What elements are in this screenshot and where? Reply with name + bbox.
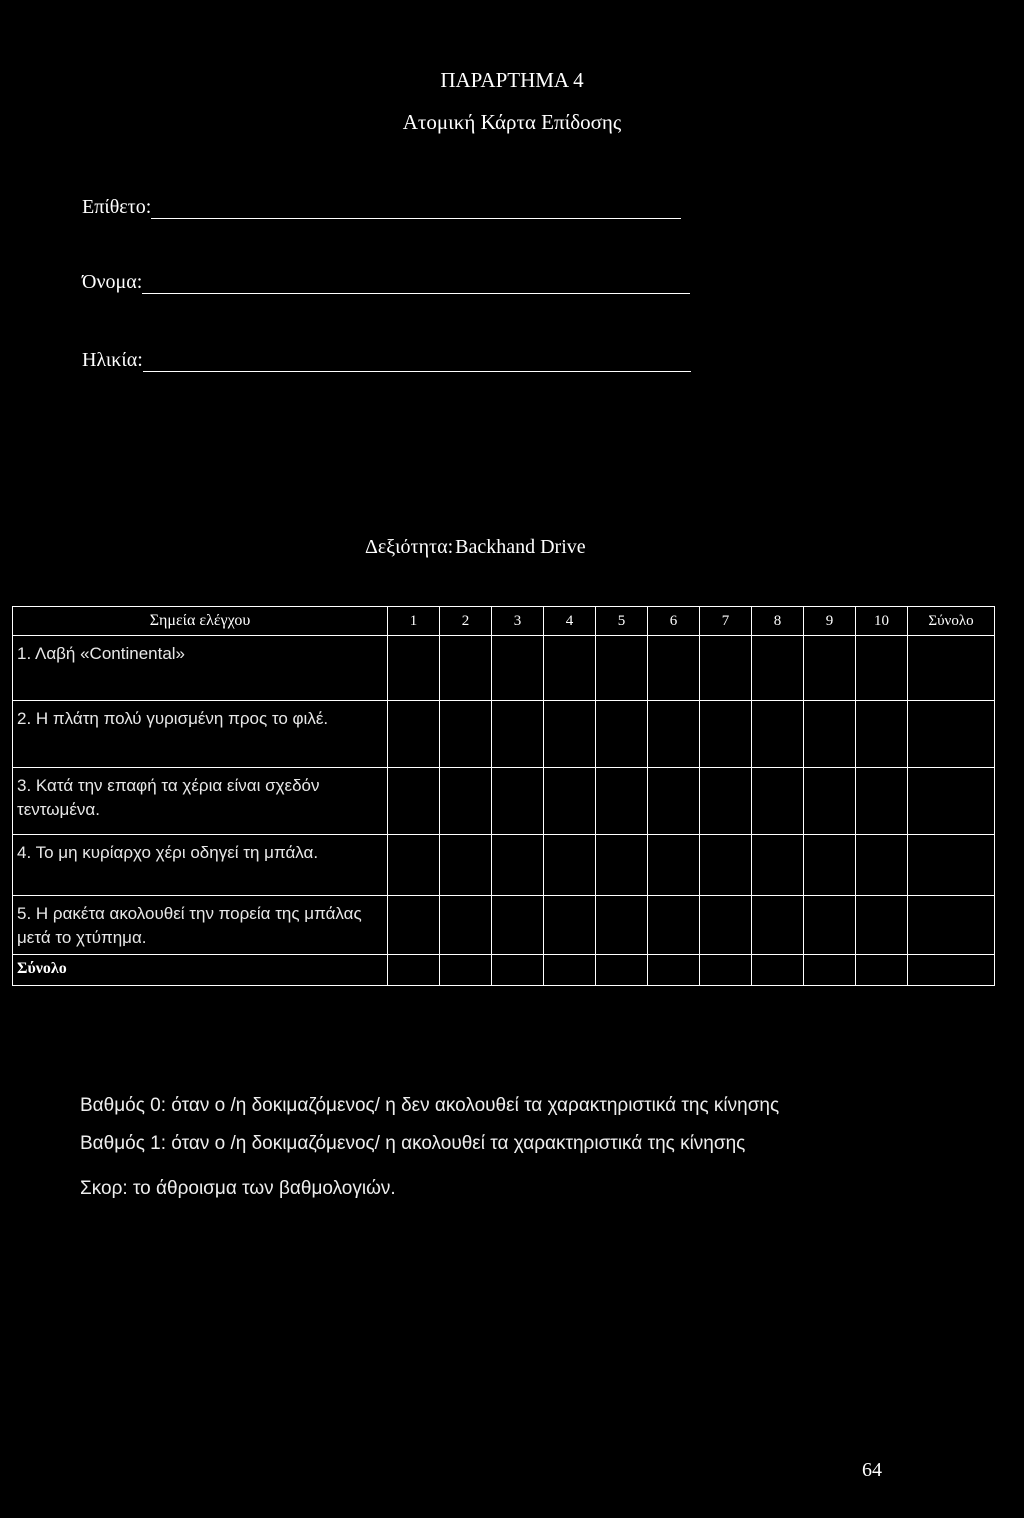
score-cell[interactable] (856, 636, 908, 701)
score-cell[interactable] (544, 636, 596, 701)
header-col: 7 (700, 607, 752, 636)
scoring-note-zero: Βαθμός 0: όταν ο /η δοκιμαζόμενος/ η δεν ακολουθεί τα χαρακτηριστικά της κίνησης (80, 1095, 780, 1116)
score-cell[interactable] (388, 955, 440, 986)
header-col: 5 (596, 607, 648, 636)
score-cell[interactable] (648, 835, 700, 896)
criterion-cell: 3. Κατά την επαφή τα χέρια είναι σχεδόν τεντωμένα. (13, 768, 388, 835)
score-cell[interactable] (544, 701, 596, 768)
score-cell[interactable] (648, 896, 700, 955)
score-cell[interactable] (440, 768, 492, 835)
score-cell[interactable] (752, 955, 804, 986)
score-cell[interactable] (440, 955, 492, 986)
score-cell[interactable] (804, 896, 856, 955)
score-cell[interactable] (492, 636, 544, 701)
score-cell[interactable] (596, 701, 648, 768)
criterion-cell: 1. Λαβή «Continental» (13, 636, 388, 701)
table-total-row (13, 955, 995, 986)
row-total-cell[interactable] (908, 701, 995, 768)
criterion-cell: 4. Το μη κυρίαρχο χέρι οδηγεί τη μπάλα. (13, 835, 388, 896)
name-label: Όνομα: (82, 271, 143, 293)
score-cell[interactable] (648, 768, 700, 835)
skill-label: Δεξιότητα: (365, 536, 454, 558)
header-col: 8 (752, 607, 804, 636)
score-cell[interactable] (804, 835, 856, 896)
score-cell[interactable] (804, 701, 856, 768)
score-cell[interactable] (492, 768, 544, 835)
header-col: 6 (648, 607, 700, 636)
page-subtitle: Ατομική Κάρτα Επίδοσης (402, 110, 622, 134)
header-col: 2 (440, 607, 492, 636)
score-cell[interactable] (596, 768, 648, 835)
score-cell[interactable] (700, 768, 752, 835)
age-blank-line (143, 349, 691, 372)
score-cell[interactable] (648, 701, 700, 768)
score-cell[interactable] (596, 955, 648, 986)
score-cell[interactable] (648, 636, 700, 701)
score-cell[interactable] (440, 896, 492, 955)
row-total-cell[interactable] (908, 835, 995, 896)
score-cell[interactable] (544, 768, 596, 835)
score-cell[interactable] (596, 896, 648, 955)
total-row-label: Σύνολο (13, 955, 388, 986)
score-cell[interactable] (388, 768, 440, 835)
score-cell[interactable] (596, 835, 648, 896)
header-col: 10 (856, 607, 908, 636)
score-cell[interactable] (544, 835, 596, 896)
score-cell[interactable] (648, 955, 700, 986)
score-cell[interactable] (700, 896, 752, 955)
table-row (13, 768, 995, 835)
header-col: 3 (492, 607, 544, 636)
criterion-cell: 5. Η ρακέτα ακολουθεί την πορεία της μπάλας μετά το χτύπημα. (13, 896, 388, 955)
score-cell[interactable] (492, 955, 544, 986)
score-cell[interactable] (440, 636, 492, 701)
score-cell[interactable] (700, 636, 752, 701)
skill-heading (365, 536, 586, 559)
score-cell[interactable] (492, 896, 544, 955)
score-cell[interactable] (752, 701, 804, 768)
score-cell[interactable] (388, 896, 440, 955)
criterion-cell: 2. Η πλάτη πολύ γυρισμένη προς το φιλέ. (13, 701, 388, 768)
page-number: 64 (862, 1459, 882, 1481)
score-cell[interactable] (492, 701, 544, 768)
header-col: 4 (544, 607, 596, 636)
table-row (13, 636, 995, 701)
age-field (82, 349, 691, 372)
table-row (13, 701, 995, 768)
score-cell[interactable] (440, 835, 492, 896)
score-cell[interactable] (596, 636, 648, 701)
score-cell[interactable] (752, 896, 804, 955)
surname-blank-line (151, 196, 681, 219)
score-cell[interactable] (856, 896, 908, 955)
table-header-row (13, 607, 995, 636)
score-cell[interactable] (856, 701, 908, 768)
header-criteria: Σημεία ελέγχου (13, 607, 388, 636)
score-cell[interactable] (388, 835, 440, 896)
header-col: 9 (804, 607, 856, 636)
surname-label: Επίθετο: (82, 196, 152, 218)
surname-field (82, 196, 681, 219)
score-cell[interactable] (856, 835, 908, 896)
table-row (13, 896, 995, 955)
score-cell[interactable] (856, 955, 908, 986)
score-cell[interactable] (700, 955, 752, 986)
page-title: ΠΑΡΑΡΤΗΜΑ 4 (440, 68, 584, 92)
row-total-cell[interactable] (908, 896, 995, 955)
name-blank-line (142, 271, 690, 294)
score-cell[interactable] (700, 835, 752, 896)
age-label: Ηλικία: (82, 349, 143, 371)
score-cell[interactable] (856, 768, 908, 835)
score-cell[interactable] (492, 835, 544, 896)
score-cell[interactable] (804, 955, 856, 986)
score-cell[interactable] (440, 701, 492, 768)
skill-value: Backhand Drive (455, 536, 586, 558)
score-cell[interactable] (700, 701, 752, 768)
scoring-note-one: Βαθμός 1: όταν ο /η δοκιμαζόμενος/ η ακολουθεί τα χαρακτηριστικά της κίνησης (80, 1133, 746, 1154)
name-field (82, 271, 690, 294)
row-total-cell[interactable] (908, 768, 995, 835)
score-cell[interactable] (752, 835, 804, 896)
row-total-cell[interactable] (908, 636, 995, 701)
score-cell[interactable] (388, 636, 440, 701)
score-cell[interactable] (544, 955, 596, 986)
grand-total-cell[interactable] (908, 955, 995, 986)
scoring-note-score: Σκορ: το άθροισμα των βαθμολογιών. (80, 1178, 396, 1199)
score-cell[interactable] (804, 636, 856, 701)
score-cell[interactable] (804, 768, 856, 835)
scoring-table (12, 606, 995, 986)
score-cell[interactable] (388, 701, 440, 768)
score-cell[interactable] (752, 636, 804, 701)
table-row (13, 835, 995, 896)
header-total: Σύνολο (908, 607, 995, 636)
score-cell[interactable] (544, 896, 596, 955)
score-cell[interactable] (752, 768, 804, 835)
header-col: 1 (388, 607, 440, 636)
